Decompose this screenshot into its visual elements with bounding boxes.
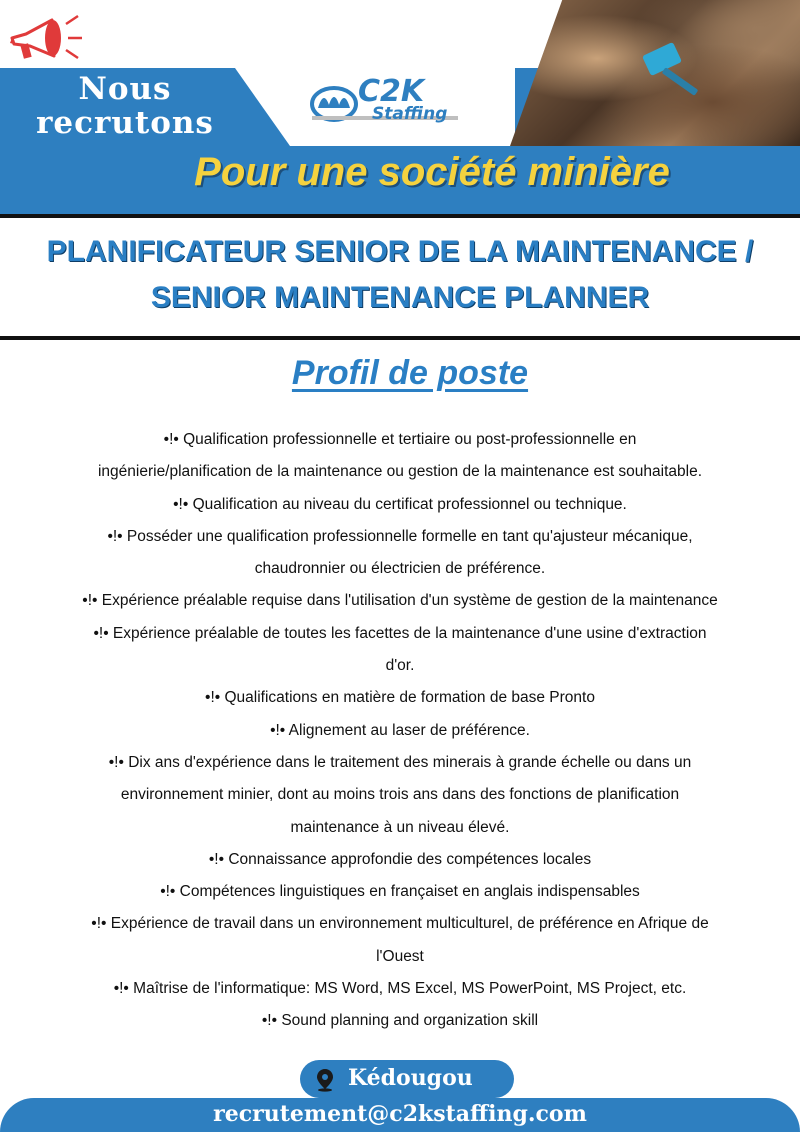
logo-subtext: Staffing bbox=[372, 104, 448, 124]
requirement-line: •!• Qualification professionnelle et tertiaire ou post-professionnelle en bbox=[163, 431, 637, 448]
requirement-line: •!• Alignement au laser de préférence. bbox=[270, 721, 530, 739]
divider-top bbox=[0, 214, 800, 218]
requirement-line: l'Ouest bbox=[376, 947, 424, 965]
requirement-line: chaudronnier ou électricien de préférence. bbox=[254, 560, 546, 578]
job-title-line1: PLANIFICATEUR SENIOR DE LA MAINTENANCE / bbox=[46, 235, 754, 268]
headline-line1: Nous bbox=[78, 71, 172, 107]
requirement-line: •!• Dix ans d'expérience dans le traitement des minerais à grande échelle ou dans un bbox=[108, 753, 692, 771]
requirement-line: maintenance à un niveau élevé. bbox=[290, 818, 510, 836]
job-title bbox=[0, 229, 800, 321]
location-pin-icon bbox=[315, 1068, 335, 1092]
requirement-line: •!• Posséder une qualification professionnelle formelle en tant qu'ajusteur mécanique, bbox=[107, 527, 693, 545]
requirement-line: environnement minier, dont au moins trois ans dans des fonctions de planification bbox=[120, 786, 680, 804]
requirement-line: •!• Qualification au niveau du certificat professionnel ou technique. bbox=[173, 495, 627, 513]
requirement-line: ingénierie/planification de la maintenance ou gestion de la maintenance est souhaitable. bbox=[97, 463, 703, 481]
profile-heading: Profil de poste bbox=[291, 354, 529, 392]
requirement-line: •!• Connaissance approfondie des compétences locales bbox=[208, 850, 592, 868]
megaphone-icon bbox=[4, 6, 84, 66]
requirements-list bbox=[0, 424, 800, 1038]
subtitle: Pour une société minière bbox=[194, 150, 670, 194]
logo-text: C2K bbox=[358, 74, 425, 109]
requirement-line: •!• Expérience préalable de toutes les facettes de la maintenance d'une usine d'extraction bbox=[93, 624, 707, 642]
requirement-line: d'or. bbox=[385, 657, 415, 675]
requirement-line: •!• Qualifications en matière de formation de base Pronto bbox=[205, 689, 595, 707]
requirement-line: •!• Expérience de travail dans un environnement multiculturel, de préférence en Afrique de bbox=[91, 915, 709, 933]
requirement-line: •!• Expérience préalable requise dans l'utilisation d'un système de gestion de la maintenance bbox=[82, 592, 718, 610]
contact-email[interactable]: recrutement@c2kstaffing.com bbox=[213, 1101, 587, 1127]
divider-bottom bbox=[0, 336, 800, 340]
requirement-line: •!• Compétences linguistiques en françaiset en anglais indispensables bbox=[160, 883, 640, 901]
requirement-line: •!• Maîtrise de l'informatique: MS Word, MS Excel, MS PowerPoint, MS Project, etc. bbox=[113, 980, 687, 998]
headline-line2: recrutons bbox=[36, 105, 214, 141]
location-text: Kédougou bbox=[348, 1065, 473, 1091]
requirement-line: •!• Sound planning and organization skill bbox=[261, 1012, 539, 1030]
job-title-line2: SENIOR MAINTENANCE PLANNER bbox=[150, 281, 650, 314]
headline bbox=[20, 72, 230, 140]
